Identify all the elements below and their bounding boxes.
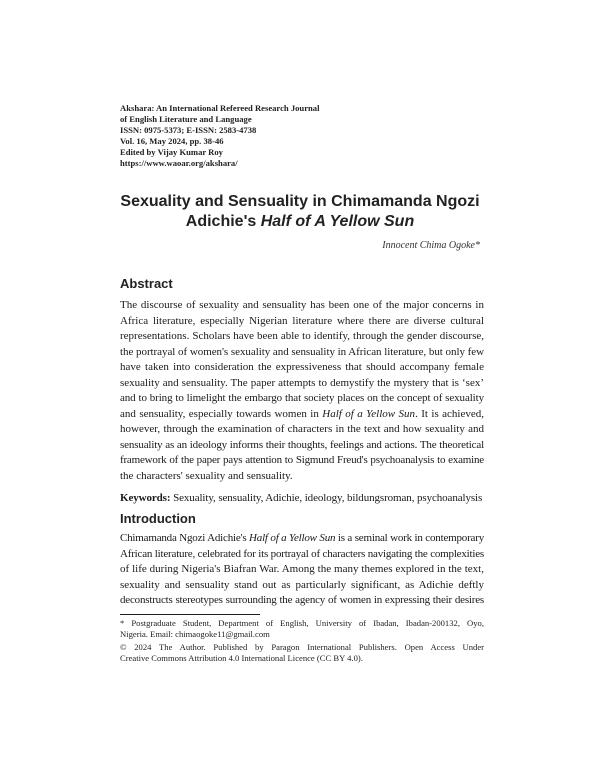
text-line: sensuality as an ideology informs their thoughts, feelings and actions. The theoretical — [120, 438, 484, 451]
keywords-text: Sexuality, sensuality, Adichie, ideology, bildungsroman, psychoanalysis — [170, 492, 483, 504]
text-line: however, through the examination of characters in the text and how sexuality and — [120, 423, 484, 435]
volume-info: Vol. 16, May 2024, pp. 38-46 — [120, 136, 224, 146]
text-line: The discourse of sexuality and sensuality has been one of the major concerns in — [120, 299, 484, 311]
text-line — [120, 531, 484, 547]
journal-header — [120, 103, 319, 169]
keywords-label: Keywords: — [120, 492, 171, 504]
abstract-body — [120, 298, 484, 484]
keywords — [120, 491, 484, 507]
text-line: framework of the paper pays attention to Sigmund Freud's psychoanalysis to examine — [120, 454, 484, 466]
text-line: deconstructs stereotypes surrounding the agency of women in expressing their desires — [120, 594, 484, 606]
text-line: representations. Scholars have been able to identify, through the gender discourse, — [120, 330, 484, 342]
text-line: Creative Commons Attribution 4.0 International Licence (CC BY 4.0). — [120, 652, 363, 663]
text-line: © 2024 The Author. Published by Paragon International Publishers. Open Access Under — [120, 642, 484, 652]
abstract-heading: Abstract — [120, 276, 173, 291]
book-title: Half of a Yellow Sun — [249, 532, 336, 544]
footnote-divider — [120, 614, 260, 615]
paper-title — [70, 192, 530, 232]
text-segment: is a seminal work in contemporary — [335, 532, 484, 544]
issn: ISSN: 0975-5373; E-ISSN: 2583-4738 — [120, 125, 257, 135]
introduction-heading: Introduction — [120, 511, 196, 526]
footnote-affiliation — [120, 618, 484, 639]
text-line: have taken into consideration the expressiveness that should accompany female — [120, 361, 484, 373]
text-segment: . It is achieved, — [415, 407, 484, 420]
text-line: * Postgraduate Student, Department of English, University of Ibadan, Ibadan-200132, Oyo, — [120, 618, 484, 628]
journal-name: Akshara: An International Refereed Research Journal — [120, 103, 320, 113]
text-segment: Chimamanda Ngozi Adichie's — [120, 532, 250, 544]
text-line: Africa literature, especially Nigerian literature where there are diverse cultural — [120, 314, 484, 327]
text-line: of life during Nigeria's Biafran War. Among the many themes explored in the text, — [120, 563, 484, 575]
author: Innocent Chima Ogoke* — [382, 240, 480, 251]
title-line-2 — [70, 212, 530, 232]
text-line — [120, 407, 484, 423]
journal-subtitle: of English Literature and Language — [120, 114, 252, 124]
title-text: Adichie's — [185, 213, 261, 230]
title-book-name: Half of A Yellow Sun — [260, 213, 415, 230]
book-title: Half of a Yellow Sun — [322, 407, 416, 420]
editor: Edited by Vijay Kumar Roy — [120, 147, 223, 157]
title-line-1: Sexuality and Sensuality in Chimamanda Ngozi — [120, 193, 480, 210]
keywords-line — [120, 491, 484, 507]
text-line: Nigeria. Email: chimaogoke11@gmail.com — [120, 628, 270, 639]
journal-url[interactable]: https://www.waoar.org/akshara/ — [120, 158, 238, 168]
text-line: sexuality and sensuality. The paper attempts to demystify the mystery that is ‘sex’ — [120, 376, 484, 389]
text-line: sexuality and sensuality stand out as particularly significant, as Adichie deftly — [120, 578, 484, 591]
footnote-license — [120, 642, 484, 663]
text-segment: and sensuality, especially towards women in — [120, 407, 323, 420]
text-line: the characters' sexuality and sensuality. — [120, 469, 293, 482]
introduction-body — [120, 531, 484, 609]
text-line: the portrayal of women's sexuality and sensuality in African literature, but only few — [120, 345, 484, 358]
text-line: and to bring to limelight the embargo that society places on the concept of sexuality — [120, 392, 484, 404]
text-line: African literature, celebrated for its portrayal of characters navigating the complexities — [120, 547, 484, 560]
